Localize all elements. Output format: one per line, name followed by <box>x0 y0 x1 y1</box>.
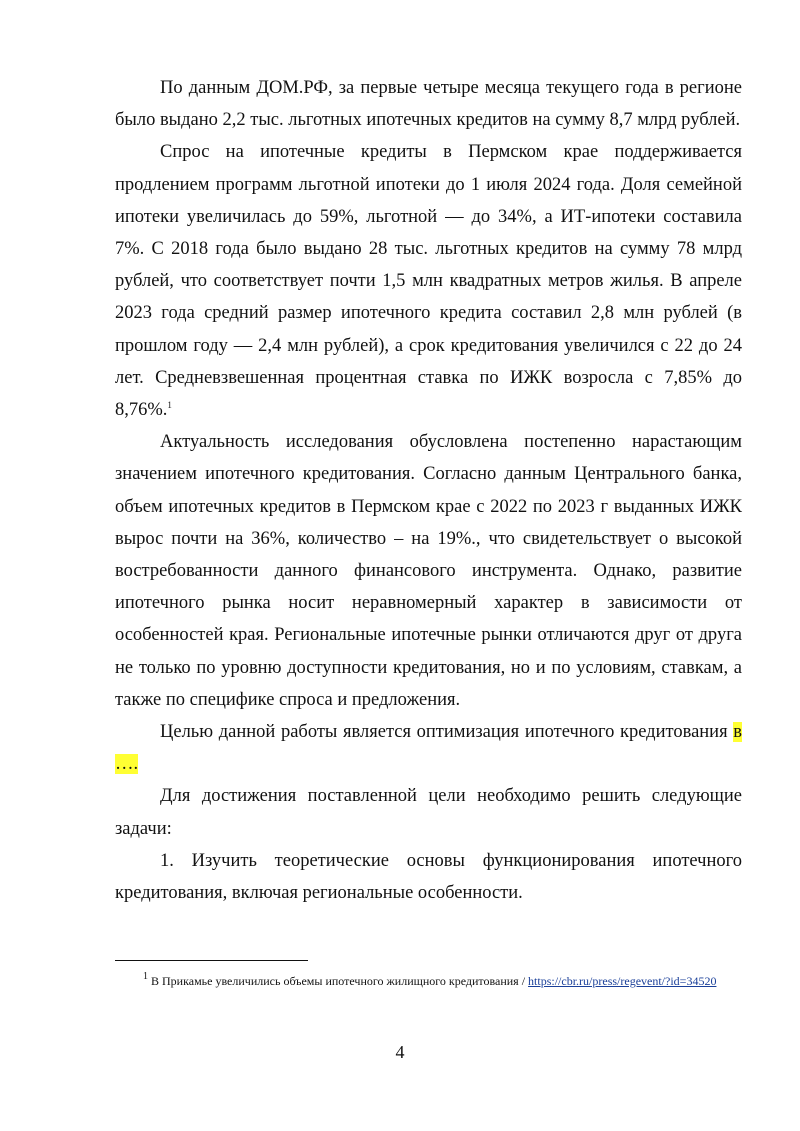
paragraph-mortgage-demand <box>115 136 742 426</box>
paragraph-text: Целью данной работы является оптимизация ипотечного кредитования <box>160 722 728 743</box>
paragraph-text: По данным ДОМ.РФ, за первые четыре месяца текущего года в регионе было выдано 2,2 тыс. льготных ипотечных кредитов на сумму 8,7 млрд рублей. <box>115 78 742 131</box>
paragraph-text: 1. Изучить теоретические основы функционирования ипотечного кредитования, включая региональные особенности. <box>115 850 742 904</box>
footnote <box>143 971 743 991</box>
paragraph-text: Актуальность исследования обусловлена постепенно нарастающим значением ипотечного кредитования. Согласно данным Центрального банка, объем ипотечных кредитов в Пермском крае с 2022 по 2023 г выданных ИЖК вырос почти на 36%, количество – на 19%., что свидетельствует о высокой востребованности данного финансового инструмента. Однако, развитие ипотечного рынка носит неравномерный характер в зависимости от особенностей края. Региональные ипотечные рынки отличаются друг от друга не только по уровню доступности кредитования, но и по условиям, ставкам, а также по специфике спроса и предложения. <box>115 432 742 710</box>
page-number: 4 <box>395 1042 405 1062</box>
footnote-reference[interactable]: 1 <box>167 400 172 411</box>
list-item-task-1 <box>115 845 742 909</box>
paragraph-goal <box>115 716 742 780</box>
paragraph-relevance <box>115 426 742 716</box>
footnote-text: В Прикамье увеличились объемы ипотечного жилищного кредитования / <box>151 974 526 988</box>
paragraph-text: Для достижения поставленной цели необходимо решить следующие задачи: <box>115 786 742 839</box>
footnote-separator <box>115 960 308 961</box>
paragraph-domrf-stats <box>115 72 742 136</box>
body-text <box>115 72 742 909</box>
footnote-link[interactable]: https://cbr.ru/press/regevent/?id=34520 <box>528 974 717 988</box>
paragraph-tasks-intro <box>115 780 742 844</box>
paragraph-text: Спрос на ипотечные кредиты в Пермском крае поддерживается продлением программ льготной ипотеки до 1 июля 2024 года. Доля семейной ипотеки увеличилась до 59%, льготной — до 34%, а ИТ-ипотеки составила 7%. С 2018 года было выдано 28 тыс. льготных кредитов на сумму 78 млрд рублей, что соответствует почти 1,5 млн квадратных метров жилья. В апреле 2023 года средний размер ипотечного кредита составил 2,8 млн рублей (в прошлом году — 2,4 млн рублей), а срок кредитования увеличился с 22 до 24 лет. Средневзвешенная процентная ставка по ИЖК возросла с 7,85% до 8,76%. <box>115 142 742 421</box>
footnote-marker: 1 <box>143 971 148 982</box>
highlighted-text: в …. <box>115 722 742 775</box>
